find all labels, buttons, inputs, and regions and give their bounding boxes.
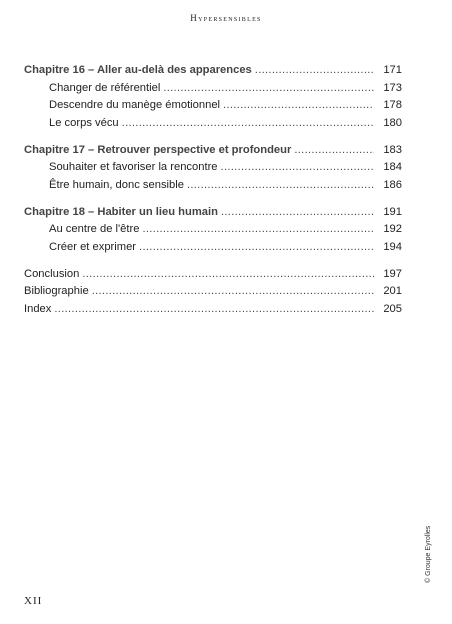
dot-leader xyxy=(223,97,374,115)
toc-entry-label: Créer et exprimer xyxy=(49,240,137,253)
toc-page-number: 184 xyxy=(383,161,402,173)
toc-page-number: 178 xyxy=(383,99,402,111)
dot-leader xyxy=(221,159,374,177)
toc-entry-label: Chapitre 18 – Habiter un lieu humain xyxy=(24,205,218,218)
copyright-notice xyxy=(422,493,432,583)
running-head: Hypersensibles xyxy=(190,13,262,23)
dot-leader xyxy=(255,62,374,80)
toc-chapter-17 xyxy=(24,142,402,160)
toc-page-number: 171 xyxy=(383,64,402,76)
toc-entry-label: Descendre du manège émotionnel xyxy=(49,99,221,111)
dot-leader xyxy=(82,266,374,284)
toc-entry-label: Chapitre 17 – Retrouver perspective et profondeur xyxy=(24,143,292,156)
toc-conclusion xyxy=(24,266,402,284)
toc-section-le-corps-vecu xyxy=(24,115,402,133)
toc-entry-label: Conclusion xyxy=(24,267,80,280)
toc-page-number: 191 xyxy=(383,205,402,218)
dot-leader xyxy=(122,115,374,133)
toc-page-number: 192 xyxy=(383,223,402,235)
dot-leader xyxy=(294,142,374,160)
toc-section-changer-de-referentiel xyxy=(24,80,402,98)
dot-leader xyxy=(142,221,374,239)
toc-entry-label: Changer de référentiel xyxy=(49,81,161,94)
dot-leader xyxy=(187,177,374,195)
toc-entry-label: Être humain, donc sensible xyxy=(49,178,184,191)
toc-page-number: 173 xyxy=(383,81,402,94)
toc-entry-label: Index xyxy=(24,302,52,315)
dot-leader xyxy=(163,80,374,98)
toc-page-number: 183 xyxy=(383,143,402,156)
toc-entry-label: Chapitre 16 – Aller au-delà des apparences xyxy=(24,64,252,76)
toc-page-number: 201 xyxy=(383,285,402,297)
toc-page-number: 186 xyxy=(383,178,402,191)
dot-leader xyxy=(54,301,374,319)
dot-leader xyxy=(221,204,374,222)
table-of-contents xyxy=(24,62,402,318)
toc-bibliographie xyxy=(24,283,402,301)
toc-chapter-16 xyxy=(24,62,402,80)
toc-section-creer-et-exprimer xyxy=(24,239,402,257)
toc-entry-label: Bibliographie xyxy=(24,285,89,297)
toc-section-au-centre-de-l-etre xyxy=(24,221,402,239)
toc-section-descendre-du-manege xyxy=(24,97,402,115)
toc-section-etre-humain xyxy=(24,177,402,195)
toc-page-number: 197 xyxy=(383,267,402,280)
toc-entry-label: Souhaiter et favoriser la rencontre xyxy=(49,161,218,173)
toc-page-number: 180 xyxy=(383,116,402,129)
toc-page-number: 194 xyxy=(383,240,402,253)
toc-section-souhaiter-et-favoriser xyxy=(24,159,402,177)
toc-entry-label: Au centre de l'être xyxy=(49,223,140,235)
copyright-text: © Groupe Eyrolles xyxy=(425,525,432,583)
toc-page-number: 205 xyxy=(383,302,402,315)
dot-leader xyxy=(92,283,374,301)
toc-index xyxy=(24,301,402,319)
dot-leader xyxy=(139,239,374,257)
toc-entry-label: Le corps vécu xyxy=(49,116,119,129)
toc-chapter-18 xyxy=(24,204,402,222)
page-folio: XII xyxy=(24,595,43,607)
